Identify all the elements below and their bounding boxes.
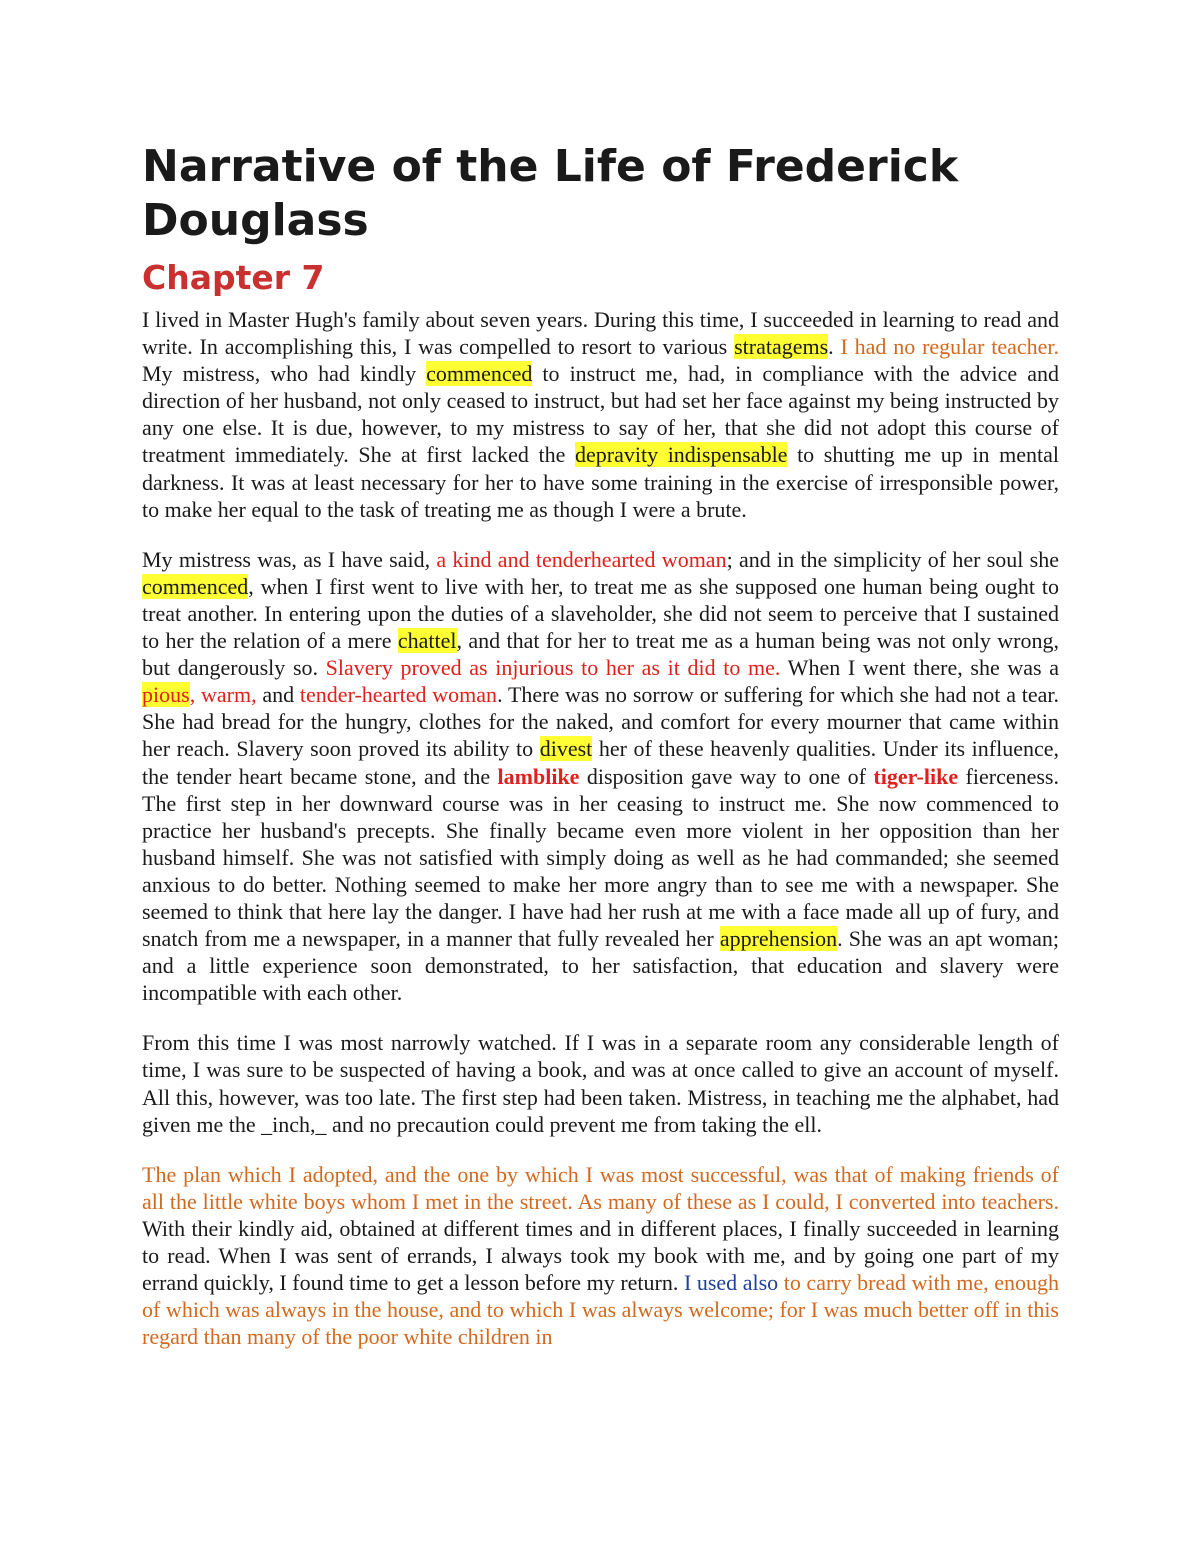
highlighted-word: apprehension <box>719 926 838 952</box>
paragraph-2 <box>142 546 1059 1007</box>
annotated-phrase: , warm, <box>189 682 257 708</box>
paragraph-3 <box>142 1029 1059 1137</box>
highlighted-word: depravity indispensable <box>575 442 788 468</box>
annotated-phrase: a kind and tenderhearted woman <box>436 546 727 572</box>
highlighted-word: divest <box>539 736 593 762</box>
text-run: fierceness. The first step in her downward course was in her ceasing to instruct me. She now commenced to practice her husband's precepts. She finally became even more violent in her opposition than her husband himself. She was not satisfied with simply doing as well as he had commanded; she seemed anxious to do better. Nothing seemed to make her more angry than to see me with a newspaper. She seemed to think that here lay the danger. I have had her rush at me with a face made all up of fury, and snatch from me a newspaper, in a manner that fully revealed her <box>142 763 1059 952</box>
text-run: . She was an apt woman; and a little experience soon demonstrated, to her satisfaction, that education and slavery were incompatible with each other. <box>142 926 1060 1006</box>
text-run: to instruct me, had, in compliance with the advice and direction of her husband, not only ceased to instruct, but had set her face against my being instructed by any one else. It is due, however, to my mistress to say of her, that she did not adopt this course of treatment immediately. She at first lacked the <box>142 361 1059 468</box>
document-page <box>142 140 1059 1373</box>
text-run: When I went there, she was a <box>780 655 1059 681</box>
annotated-phrase: The plan which I adopted, and the one by which I was most successful, was that of making friends of all the little white boys whom I met in the street. As many of these as I could, I converted into teachers. <box>142 1161 1059 1214</box>
document-title: Narrative of the Life of Frederick Douglass <box>142 141 959 246</box>
highlighted-word: stratagems <box>734 334 829 360</box>
text-run: . <box>828 334 841 360</box>
text-run: and <box>256 682 300 708</box>
annotated-phrase: I had no regular teacher. <box>840 334 1060 360</box>
text-run: With their kindly aid, obtained at different times and in different places, I finally succeeded in learning to read. When I was sent of errands, I always took my book with me, and by going one part of my errand quickly, I found time to get a lesson before my return. <box>142 1215 1059 1296</box>
highlighted-word: chattel <box>397 628 457 654</box>
highlighted-word: commenced <box>426 361 533 387</box>
paragraph-1 <box>142 306 1059 523</box>
text-run: My mistress, who had kindly <box>142 361 427 387</box>
bold-annotated-word: lamblike <box>497 763 580 789</box>
annotated-phrase: I used also <box>683 1270 779 1296</box>
text-run: her of these heavenly qualities. Under its influence, the tender heart became stone, and the <box>142 736 1059 789</box>
bold-annotated-word: tiger-like <box>873 763 959 789</box>
text-run: . There was no sorrow or suffering for which she had not a tear. She had bread for the hungry, clothes for the naked, and comfort for every mourner that came within her reach. Slavery soon proved its ability to <box>142 682 1059 762</box>
text-run: From this time I was most narrowly watched. If I was in a separate room any considerable length of time, I was sure to be suspected of having a book, and was at once called to give an account of myself. All this, however, was too late. The first step had been taken. Mistress, in teaching me the alphabet, had given me the _inch,_ and no precaution could prevent me from taking the ell. <box>142 1030 1059 1137</box>
text-run: ; and in the simplicity of her soul she <box>726 546 1059 572</box>
text-run: , when I first went to live with her, to treat me as she supposed one human being ought to treat another. In entering upon the duties of a slaveholder, she did not seem to perceive that I sustained to her the relation of a mere <box>142 573 1059 654</box>
text-run: , and that for her to treat me as a human being was not only wrong, but dangerously so. <box>142 628 1059 681</box>
annotated-phrase: Slavery proved as injurious to her as it did to me. <box>325 655 781 681</box>
paragraph-4 <box>142 1161 1059 1351</box>
text-run: I lived in Master Hugh's family about seven years. During this time, I succeeded in learning to read and write. In accomplishing this, I was compelled to resort to various <box>142 307 1059 360</box>
highlighted-word: commenced <box>142 573 249 599</box>
text-run: My mistress was, as I have said, <box>142 546 437 572</box>
chapter-heading: Chapter 7 <box>142 258 325 297</box>
annotated-phrase: tender-hearted woman <box>299 682 498 708</box>
highlighted-word: pious <box>142 682 190 708</box>
text-run: to shutting me up in mental darkness. It was at least necessary for her to have some training in the exercise of irresponsible power, to make her equal to the task of treating me as though I were a brute. <box>142 442 1059 522</box>
annotated-phrase: to carry bread with me, enough of which was always in the house, and to which I was always welcome; for I was much better off in this regard than many of the poor white children in <box>142 1270 1060 1350</box>
text-run: disposition gave way to one of <box>579 763 874 789</box>
